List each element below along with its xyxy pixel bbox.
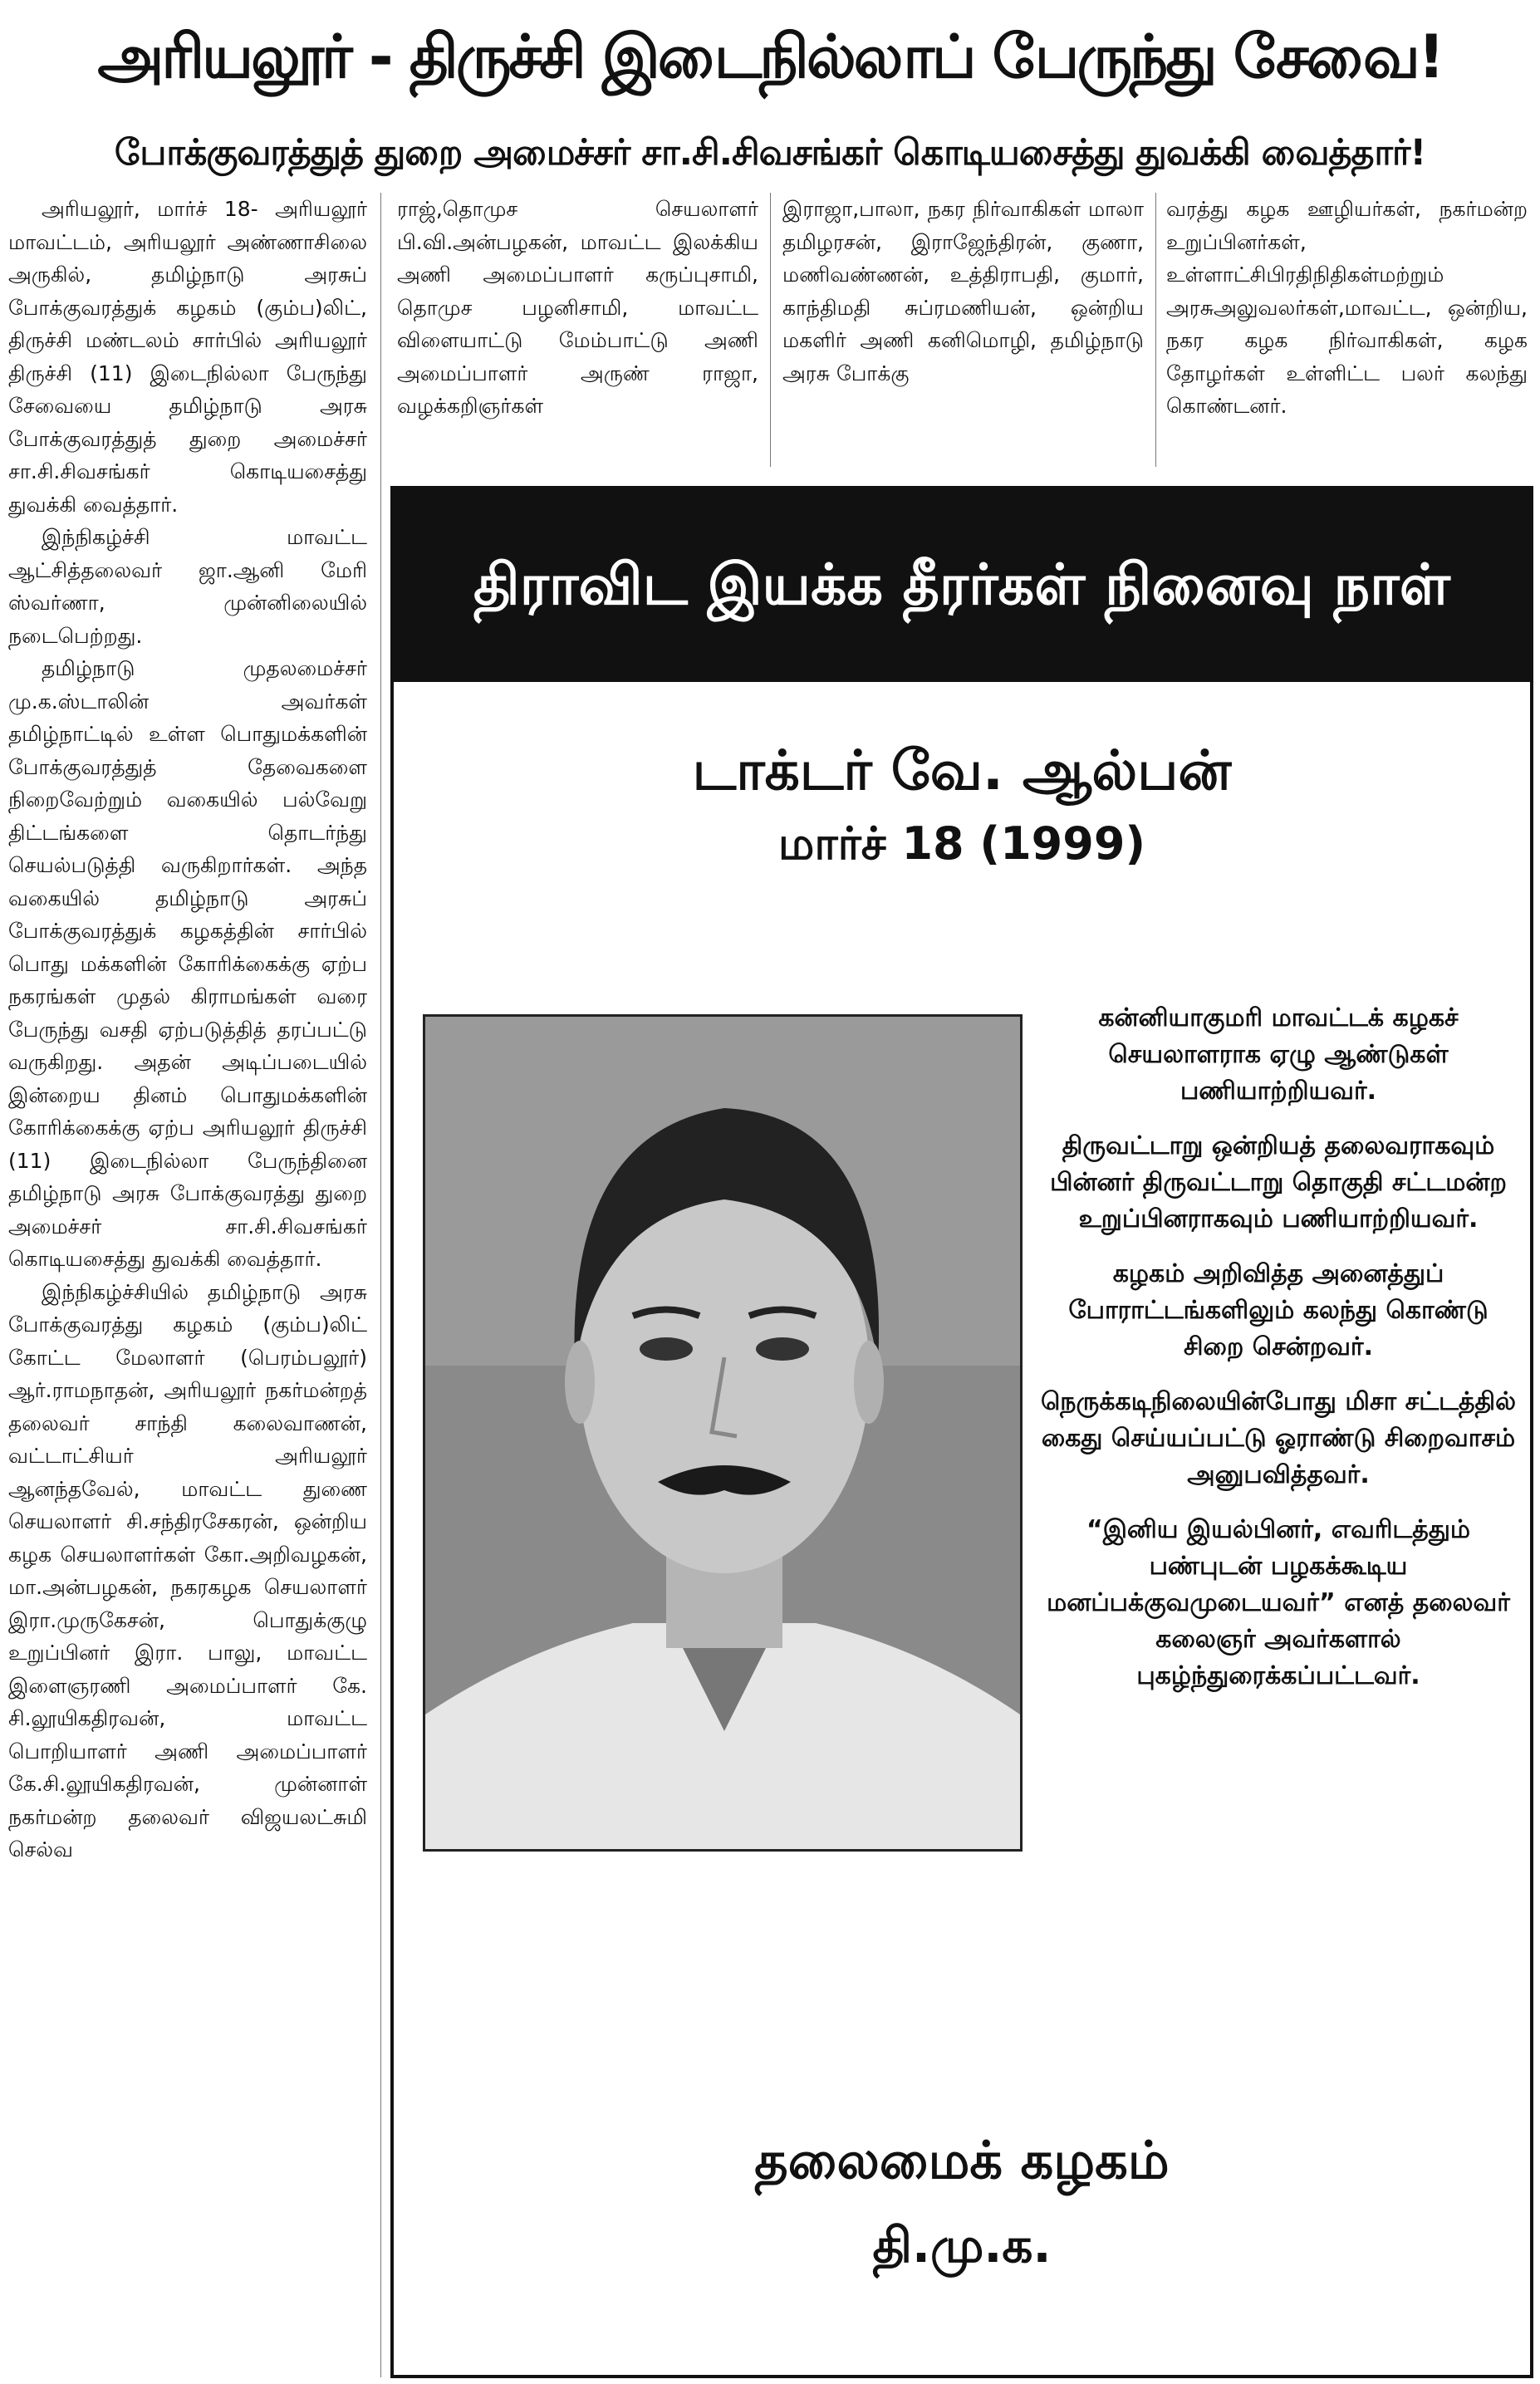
- headline: அரியலூர் - திருச்சி இடைநில்லாப் பேருந்து சேவை!: [97, 22, 1443, 91]
- portrait-image: [425, 1017, 1020, 1849]
- article-column-2: [397, 193, 758, 467]
- subheadline: போக்குவரத்துத் துறை அமைச்சர் சா.சி.சிவசங்கர் கொடியசைத்து துவக்கி வைத்தார்!: [114, 132, 1426, 174]
- column-divider: [380, 193, 381, 2377]
- signature-party: தி.மு.க.: [872, 2217, 1052, 2274]
- article-paragraph: இராஜா,பாலா, நகர நிர்வாகிகள் மாலா தமிழரசன், இராஜேந்திரன், குணா, மணிவண்ணன், உத்திராபதி, குமார், காந்திமதி சுப்ரமணியன், ஒன்றிய மகளிர் அணி கனிமொழி, தமிழ்நாடு அரசு போக்கு: [782, 197, 1144, 385]
- bio-paragraph: கன்னியாகுமரி மாவட்டக் கழகச் செயலாளராக ஏழு ஆண்டுகள் பணியாற்றியவர்.: [1098, 1003, 1459, 1106]
- article-column-3: [782, 193, 1144, 467]
- column-divider: [1155, 193, 1156, 467]
- article-column-4: [1166, 193, 1528, 467]
- article-paragraph: தமிழ்நாடு முதலமைச்சர் மு.க.ஸ்டாலின் அவர்கள் தமிழ்நாட்டில் உள்ள பொதுமக்களின் போக்குவரத்துத் தேவைகளை நிறைவேற்றும் வகையில் பல்வேறு திட்டங்களை தொடர்ந்து செயல்படுத்தி வருகிறார்கள். அந்த வகையில் தமிழ்நாடு அரசுப் போக்குவரத்துக் கழகத்தின் சார்பில் பொது மக்களின் கோரிக்கைக்கு ஏற்ப நகரங்கள் முதல் கிராமங்கள் வரை பேருந்து வசதி ஏற்படுத்தித் தரப்பட்டு வருகிறது. அதன் அடிப்படையில் இன்றைய தினம் பொதுமக்களின் கோரிக்கைக்கு ஏற்ப அரியலூர் திருச்சி (11) இடைநில்லா பேருந்தினை தமிழ்நாடு அரசு போக்குவரத்து துறை அமைச்சர் சா.சி.சிவசங்கர் கொடியசைத்து துவக்கி வைத்தார்.: [8, 656, 367, 1271]
- portrait-photo: [423, 1014, 1023, 1852]
- bio-paragraph: கழகம் அறிவித்த அனைத்துப் போராட்டங்களிலும் கலந்து கொண்டு சிறை சென்றவர்.: [1068, 1259, 1489, 1361]
- signature-organization: தலைமைக் கழகம்: [754, 2130, 1170, 2190]
- bio-paragraph: நெருக்கடிநிலையின்போது மிசா சட்டத்தில் கைது செய்யப்பட்டு ஓராண்டு சிறைவாசம் அனுபவித்தவர்.: [1040, 1387, 1517, 1489]
- article-paragraph: வரத்து கழக ஊழியர்கள், நகர்மன்ற உறுப்பினர்கள், உள்ளாட்சிபிரதிநிதிகள்மற்றும் அரசுஅலுவலர்கள்,மாவட்ட, ஒன்றிய, நகர கழக நிர்வாகிகள், கழக தோழர்கள் உள்ளிட்ட பலர் கலந்து கொண்டனர்.: [1166, 197, 1528, 418]
- article-paragraph: அரியலூர், மார்ச் 18- அரியலூர் மாவட்டம், அரியலூர் அண்ணாசிலை அருகில், தமிழ்நாடு அரசுப் போக்குவரத்துக் கழகம் (கும்ப)லிட், திருச்சி மண்டலம் சார்பில் அரியலூர் திருச்சி (11) இடைநில்லா பேருந்து சேவையை தமிழ்நாடு அரசு போக்குவரத்துத் துறை அமைச்சர் சா.சி.சிவசங்கர் கொடியசைத்து துவக்கி வைத்தார்.: [8, 197, 367, 517]
- article-paragraph: ராஜ்,தொமுச செயலாளர் பி.வி.அன்பழகன், மாவட்ட இலக்கிய அணி அமைப்பாளர் கருப்புசாமி, தொமுச பழனிசாமி, மாவட்ட விளையாட்டு மேம்பாட்டு அணி அமைப்பாளர் அருண் ராஜா, வழக்கறிஞர்கள்: [397, 197, 758, 418]
- bio-paragraph: “இனிய இயல்பினர், எவரிடத்தும் பண்புடன் பழகக்கூடிய மனப்பக்குவமுடையவர்” எனத் தலைவர் கலைஞர் அவர்களால் புகழ்ந்துரைக்கப்பட்டவர்.: [1047, 1515, 1510, 1690]
- bio-paragraph: திருவட்டாறு ஒன்றியத் தலைவராகவும் பின்னர் திருவட்டாறு தொகுதி சட்டமன்ற உறுப்பினராகவும் பணியாற்றியவர்.: [1050, 1131, 1507, 1234]
- article-paragraph: இந்நிகழ்ச்சியில் தமிழ்நாடு அரசு போக்குவரத்து கழகம் (கும்ப)லிட் கோட்ட மேலாளர் (பெரம்பலூர்) ஆர்.ராமநாதன், அரியலூர் நகர்மன்றத் தலைவர் சாந்தி கலைவாணன், வட்டாட்சியர் அரியலூர் ஆனந்தவேல், மாவட்ட துணை செயலாளர் சி.சந்திரசேகரன், ஒன்றிய கழக செயலாளர்கள் கோ.அறிவழகன், மா.அன்பழகன், நகரகழக செயலாளர் இரா.முருகேசன், பொதுக்குழு உறுப்பினர் இரா. பாலு, மாவட்ட இளைஞரணி அமைப்பாளர் கே. சி.லூயிகதிரவன், மாவட்ட பொறியாளர் அணி அமைப்பாளர் கே.சி.லூயிகதிரவன், முன்னாள் நகர்மன்ற தலைவர் விஜயலட்சுமி செல்வ: [8, 1279, 367, 1862]
- article-column-1: [8, 193, 367, 2377]
- memorial-date: மார்ச் 18 (1999): [777, 817, 1146, 870]
- memorial-biography: [1037, 1000, 1519, 1713]
- memorial-advertisement: [390, 486, 1533, 2378]
- column-divider: [770, 193, 771, 467]
- memorial-banner: திராவிட இயக்க தீரர்கள் நினைவு நாள்: [394, 489, 1530, 682]
- article-paragraph: இந்நிகழ்ச்சி மாவட்ட ஆட்சித்தலைவர் ஜா.ஆனி மேரி ஸ்வர்ணா, முன்னிலையில் நடைபெற்றது.: [8, 525, 367, 648]
- memorial-person-name: டாக்டர் வே. ஆல்பன்: [692, 738, 1232, 802]
